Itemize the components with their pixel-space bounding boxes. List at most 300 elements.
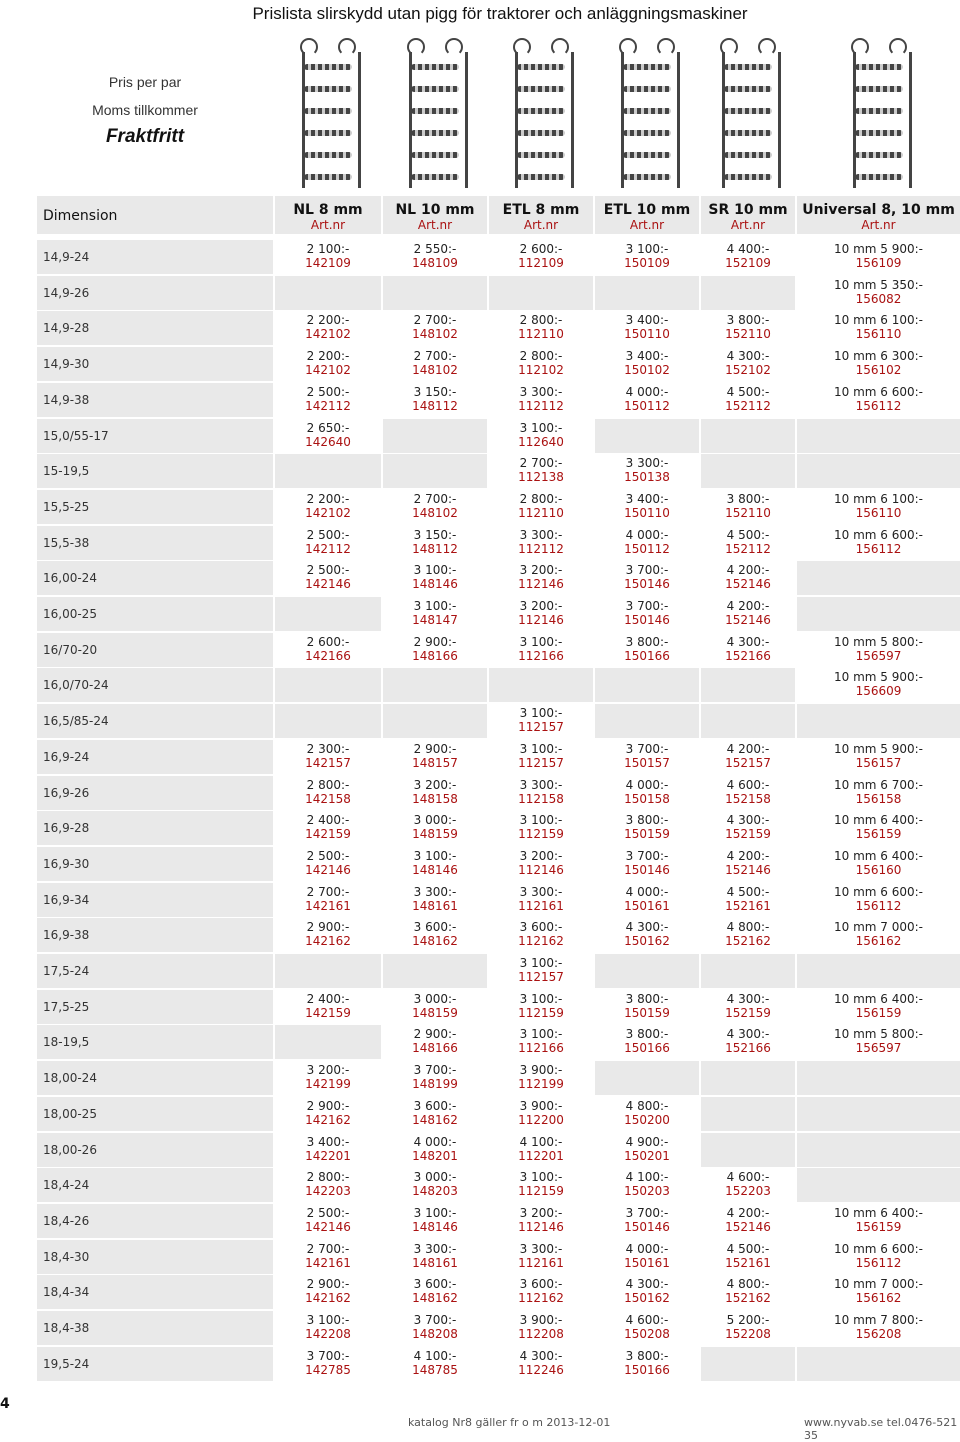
- column-header-sub: Art.nr: [629, 218, 665, 232]
- dimension-cell: [37, 597, 273, 631]
- article-number: 150166: [624, 649, 670, 663]
- price-cell: [797, 704, 960, 738]
- price-cell: [489, 276, 593, 310]
- article-number: 156157: [855, 756, 902, 770]
- price-cell: [489, 1204, 593, 1238]
- price-cell: [701, 276, 795, 310]
- info-line-2: Moms tillkommer: [92, 102, 198, 118]
- article-number: 112162: [518, 1291, 564, 1305]
- price-value: 10 mm 6 300:-: [833, 349, 923, 363]
- price-cell: [275, 276, 381, 310]
- article-number: 152146: [725, 1220, 771, 1234]
- price-cell: [797, 1097, 960, 1131]
- page-title: Prislista slirskydd utan pigg för traktorer och anläggningsmaskiner: [252, 4, 748, 23]
- dimension-cell: [37, 276, 273, 310]
- dimension-cell: [37, 526, 273, 560]
- price-cell: [701, 526, 795, 560]
- price-value: 4 200:-: [726, 1206, 770, 1220]
- article-number: 152203: [725, 1184, 771, 1198]
- price-value: 3 800:-: [625, 635, 669, 649]
- price-cell: [489, 1240, 593, 1274]
- price-cell: [489, 740, 593, 774]
- price-cell: [275, 1133, 381, 1167]
- price-value: 2 550:-: [413, 242, 457, 256]
- price-cell: [383, 776, 487, 810]
- dimension-label: 16,9-26: [43, 786, 90, 800]
- dimension-cell: [37, 1204, 273, 1238]
- article-number: 142102: [305, 363, 351, 377]
- price-cell: [701, 311, 795, 345]
- article-number: 150201: [624, 1149, 670, 1163]
- price-cell: [595, 561, 699, 595]
- price-value: 3 100:-: [306, 1313, 350, 1327]
- price-value: 3 100:-: [413, 599, 457, 613]
- article-number: 148159: [412, 1006, 458, 1020]
- price-cell: [701, 1133, 795, 1167]
- article-number: 142785: [305, 1363, 351, 1377]
- article-number: 150208: [624, 1327, 670, 1341]
- dimension-cell: [37, 1311, 273, 1345]
- dimension-cell: [37, 668, 273, 702]
- price-value: 3 200:-: [306, 1063, 350, 1077]
- article-number: 142208: [305, 1327, 351, 1341]
- info-line-1: Pris per par: [108, 74, 182, 90]
- price-value: 2 200:-: [306, 313, 350, 327]
- price-value: 2 700:-: [413, 492, 457, 506]
- article-number: 112146: [518, 1220, 564, 1234]
- dimension-cell: [37, 847, 273, 881]
- dimension-label: 15-19,5: [43, 464, 90, 478]
- article-number: 112157: [518, 720, 564, 734]
- dimension-cell: [37, 1061, 273, 1095]
- price-cell: [797, 918, 960, 952]
- article-number: 156110: [855, 327, 902, 341]
- price-value: 3 200:-: [519, 849, 563, 863]
- article-number: 112157: [518, 970, 564, 984]
- price-cell: [595, 597, 699, 631]
- price-value: 3 400:-: [625, 313, 669, 327]
- price-value: 3 300:-: [519, 885, 563, 899]
- price-value: 2 300:-: [306, 742, 350, 756]
- price-cell: [797, 811, 960, 845]
- price-cell: [595, 1240, 699, 1274]
- price-cell: [595, 311, 699, 345]
- column-header-name: ETL 10 mm: [603, 202, 691, 218]
- article-number: 152161: [725, 1256, 771, 1270]
- article-number: 152110: [725, 506, 771, 520]
- price-value: 4 100:-: [625, 1170, 669, 1184]
- price-cell: [275, 597, 381, 631]
- dimension-cell: [37, 883, 273, 917]
- price-cell: [275, 1275, 381, 1309]
- price-cell: [595, 668, 699, 702]
- article-number: 148161: [412, 1256, 458, 1270]
- price-value: 2 800:-: [306, 1170, 350, 1184]
- dimension-cell: [37, 454, 273, 488]
- price-cell: [489, 561, 593, 595]
- article-number: 142161: [305, 899, 351, 913]
- price-cell: [595, 811, 699, 845]
- article-number: 152110: [725, 327, 771, 341]
- article-number: 148166: [412, 1041, 458, 1055]
- dimension-label: 16,0/70-24: [43, 678, 109, 692]
- price-value: 3 900:-: [519, 1099, 563, 1113]
- price-value: 3 300:-: [519, 528, 563, 542]
- price-cell: [383, 1061, 487, 1095]
- chain-drawing: [292, 38, 364, 190]
- article-number: 148162: [412, 1291, 458, 1305]
- article-number: 156162: [855, 1291, 902, 1305]
- article-number: 112161: [518, 1256, 564, 1270]
- price-value: 2 900:-: [306, 1277, 350, 1291]
- price-cell: [275, 1025, 381, 1059]
- price-value: 3 700:-: [306, 1349, 350, 1363]
- article-number: 142162: [305, 1113, 351, 1127]
- article-number: 112640: [518, 435, 564, 449]
- price-cell: [595, 990, 699, 1024]
- price-value: 4 000:-: [413, 1135, 457, 1149]
- price-cell: [489, 419, 593, 453]
- price-value: 2 200:-: [306, 349, 350, 363]
- price-value: 2 800:-: [519, 349, 563, 363]
- price-cell: [701, 918, 795, 952]
- price-cell: [595, 847, 699, 881]
- price-cell: [383, 383, 487, 417]
- price-cell: [797, 311, 960, 345]
- price-value: 3 700:-: [625, 599, 669, 613]
- article-number: 112159: [518, 1184, 564, 1198]
- price-cell: [383, 1133, 487, 1167]
- catalog-note: katalog Nr8 gäller fr o m 2013-12-01: [408, 1416, 611, 1429]
- price-cell: [383, 740, 487, 774]
- price-value: 3 800:-: [625, 1027, 669, 1041]
- column-header: [383, 196, 487, 234]
- price-cell: [701, 383, 795, 417]
- price-cell: [489, 526, 593, 560]
- price-value: 3 300:-: [519, 1242, 563, 1256]
- column-header-name: NL 8 mm: [293, 202, 363, 218]
- price-cell: [383, 883, 487, 917]
- price-value: 3 300:-: [519, 778, 563, 792]
- article-number: 152162: [725, 1291, 771, 1305]
- dimension-cell: [37, 347, 273, 381]
- price-cell: [383, 668, 487, 702]
- article-number: 142201: [305, 1149, 351, 1163]
- price-value: 3 600:-: [519, 920, 563, 934]
- price-cell: [701, 347, 795, 381]
- price-cell: [275, 918, 381, 952]
- price-value: 3 800:-: [726, 492, 770, 506]
- price-cell: [275, 347, 381, 381]
- price-value: 2 800:-: [519, 492, 563, 506]
- article-number: 150138: [624, 470, 670, 484]
- chain-drawing: [505, 38, 577, 190]
- price-value: 3 100:-: [413, 849, 457, 863]
- article-number: 156110: [855, 506, 902, 520]
- price-value: 3 300:-: [413, 1242, 457, 1256]
- article-number: 150162: [624, 1291, 670, 1305]
- article-number: 148157: [412, 756, 458, 770]
- article-number: 150200: [624, 1113, 670, 1127]
- article-number: 156109: [855, 256, 902, 270]
- price-value: 2 700:-: [519, 456, 563, 470]
- dimension-header-label: Dimension: [43, 208, 118, 224]
- price-value: 2 100:-: [306, 242, 350, 256]
- price-value: 10 mm 6 600:-: [833, 385, 923, 399]
- price-value: 3 800:-: [625, 1349, 669, 1363]
- price-value: 3 100:-: [519, 1027, 563, 1041]
- price-cell: [275, 419, 381, 453]
- price-value: 4 500:-: [726, 528, 770, 542]
- price-value: 3 000:-: [413, 1170, 457, 1184]
- article-number: 112208: [518, 1327, 564, 1341]
- price-cell: [595, 526, 699, 560]
- dimension-label: 16/70-20: [43, 643, 98, 657]
- info-line-3: Fraktfritt: [105, 126, 185, 147]
- article-number: 156112: [855, 542, 902, 556]
- article-number: 148146: [412, 863, 458, 877]
- article-number: 148159: [412, 827, 458, 841]
- price-value: 10 mm 6 600:-: [833, 1242, 923, 1256]
- article-number: 156112: [855, 1256, 902, 1270]
- price-cell: [489, 1311, 593, 1345]
- article-number: 156160: [855, 863, 902, 877]
- price-cell: [383, 990, 487, 1024]
- article-number: 112146: [518, 577, 564, 591]
- price-cell: [489, 347, 593, 381]
- price-value: 10 mm 6 100:-: [833, 492, 923, 506]
- article-number: 142162: [305, 1291, 351, 1305]
- price-value: 10 mm 5 800:-: [833, 635, 923, 649]
- price-cell: [797, 1240, 960, 1274]
- price-cell: [489, 1061, 593, 1095]
- price-cell: [595, 347, 699, 381]
- chain-drawing: [843, 38, 915, 190]
- price-value: 4 000:-: [625, 778, 669, 792]
- price-cell: [275, 954, 381, 988]
- price-value: 4 200:-: [726, 849, 770, 863]
- dimension-cell: [37, 704, 273, 738]
- price-cell: [797, 954, 960, 988]
- price-cell: [275, 561, 381, 595]
- article-number: 142112: [305, 399, 351, 413]
- article-number: 150110: [624, 327, 670, 341]
- article-number: 152159: [725, 827, 771, 841]
- price-value: 3 100:-: [519, 421, 563, 435]
- article-number: 112199: [518, 1077, 564, 1091]
- price-cell: [797, 1025, 960, 1059]
- article-number: 150146: [624, 577, 670, 591]
- price-cell: [797, 847, 960, 881]
- price-cell: [701, 883, 795, 917]
- article-number: 152112: [725, 399, 771, 413]
- price-cell: [797, 633, 960, 667]
- dimension-label: 15,5-38: [43, 536, 90, 550]
- price-cell: [275, 776, 381, 810]
- article-number: 150166: [624, 1041, 670, 1055]
- article-number: 112166: [518, 649, 564, 663]
- article-number: 150146: [624, 1220, 670, 1234]
- article-number: 148147: [412, 613, 458, 627]
- article-number: 150112: [624, 542, 670, 556]
- price-cell: [595, 490, 699, 524]
- price-cell: [797, 1311, 960, 1345]
- price-value: 2 500:-: [306, 385, 350, 399]
- price-value: 3 200:-: [519, 1206, 563, 1220]
- article-number: 150161: [624, 899, 670, 913]
- price-cell: [701, 704, 795, 738]
- price-cell: [489, 383, 593, 417]
- article-number: 142109: [305, 256, 351, 270]
- column-header: [595, 196, 699, 234]
- article-number: 112109: [518, 256, 564, 270]
- column-header-sub: Art.nr: [861, 218, 896, 232]
- article-number: 156597: [855, 1041, 902, 1055]
- price-cell: [797, 990, 960, 1024]
- dimension-cell: [37, 1275, 273, 1309]
- article-number: 152109: [725, 256, 771, 270]
- column-header-sub: Art.nr: [730, 218, 766, 232]
- chain-drawing: [712, 38, 784, 190]
- price-value: 4 300:-: [726, 1027, 770, 1041]
- price-cell: [275, 811, 381, 845]
- dimension-label: 14,9-28: [43, 321, 90, 335]
- price-value: 3 200:-: [519, 563, 563, 577]
- price-value: 3 150:-: [413, 528, 457, 542]
- article-number: 156159: [855, 1006, 902, 1020]
- price-cell: [701, 1097, 795, 1131]
- price-cell: [275, 633, 381, 667]
- price-value: 2 500:-: [306, 563, 350, 577]
- dimension-cell: [37, 1025, 273, 1059]
- price-cell: [383, 1168, 487, 1202]
- price-cell: [489, 811, 593, 845]
- article-number: 152146: [725, 613, 771, 627]
- price-value: 3 900:-: [519, 1313, 563, 1327]
- article-number: 150166: [624, 1363, 670, 1377]
- price-cell: [383, 704, 487, 738]
- price-cell: [595, 740, 699, 774]
- price-value: 2 500:-: [306, 528, 350, 542]
- article-number: 148112: [412, 542, 458, 556]
- article-number: 142159: [305, 827, 351, 841]
- price-cell: [489, 311, 593, 345]
- price-cell: [383, 954, 487, 988]
- price-cell: [383, 1097, 487, 1131]
- dimension-label: 18,4-26: [43, 1214, 90, 1228]
- price-value: 4 600:-: [726, 1170, 770, 1184]
- article-number: 112146: [518, 613, 564, 627]
- price-value: 3 400:-: [625, 492, 669, 506]
- article-number: 112102: [518, 363, 564, 377]
- price-value: 4 600:-: [625, 1313, 669, 1327]
- article-number: 156102: [855, 363, 902, 377]
- price-cell: [797, 668, 960, 702]
- price-cell: [797, 1204, 960, 1238]
- price-cell: [489, 597, 593, 631]
- price-cell: [701, 990, 795, 1024]
- price-cell: [797, 1133, 960, 1167]
- dimension-cell: [37, 811, 273, 845]
- article-number: 152157: [725, 756, 771, 770]
- price-cell: [489, 883, 593, 917]
- price-value: 3 600:-: [413, 1277, 457, 1291]
- article-number: 150146: [624, 863, 670, 877]
- price-cell: [701, 597, 795, 631]
- price-cell: [701, 633, 795, 667]
- price-value: 2 400:-: [306, 813, 350, 827]
- article-number: 112201: [518, 1149, 564, 1163]
- column-header-sub: Art.nr: [310, 218, 346, 232]
- dimension-label: 18,00-26: [43, 1143, 97, 1157]
- article-number: 156112: [855, 399, 902, 413]
- price-cell: [383, 347, 487, 381]
- price-cell: [701, 811, 795, 845]
- price-cell: [797, 1347, 960, 1381]
- price-cell: [595, 1061, 699, 1095]
- price-value: 2 900:-: [306, 1099, 350, 1113]
- article-number: 142112: [305, 542, 351, 556]
- price-cell: [489, 240, 593, 274]
- price-cell: [489, 918, 593, 952]
- article-number: 152166: [725, 1041, 771, 1055]
- price-value: 3 100:-: [519, 1170, 563, 1184]
- dimension-label: 18-19,5: [43, 1035, 90, 1049]
- price-value: 2 900:-: [413, 635, 457, 649]
- price-cell: [595, 419, 699, 453]
- article-number: 150162: [624, 934, 670, 948]
- price-value: 10 mm 5 900:-: [833, 742, 923, 756]
- article-number: 112146: [518, 863, 564, 877]
- price-cell: [701, 1347, 795, 1381]
- price-cell: [275, 1240, 381, 1274]
- article-number: 152161: [725, 899, 771, 913]
- price-cell: [489, 1168, 593, 1202]
- price-value: 4 400:-: [726, 242, 770, 256]
- price-value: 3 700:-: [413, 1063, 457, 1077]
- price-cell: [383, 1025, 487, 1059]
- price-cell: [595, 383, 699, 417]
- article-number: 156082: [855, 292, 902, 306]
- article-number: 152162: [725, 934, 771, 948]
- price-value: 2 500:-: [306, 1206, 350, 1220]
- price-value: 3 100:-: [519, 706, 563, 720]
- price-value: 3 300:-: [519, 385, 563, 399]
- dimension-label: 18,4-38: [43, 1321, 90, 1335]
- price-value: 3 300:-: [625, 456, 669, 470]
- article-number: 112112: [518, 542, 564, 556]
- price-value: 3 100:-: [519, 635, 563, 649]
- price-value: 3 700:-: [625, 563, 669, 577]
- dimension-cell: [37, 1240, 273, 1274]
- price-cell: [701, 1061, 795, 1095]
- dimension-cell: [37, 561, 273, 595]
- price-cell: [701, 490, 795, 524]
- price-value: 3 700:-: [625, 849, 669, 863]
- price-value: 10 mm 5 900:-: [833, 242, 923, 256]
- price-value: 3 600:-: [413, 920, 457, 934]
- article-number: 112110: [518, 327, 564, 341]
- price-cell: [489, 1347, 593, 1381]
- price-cell: [275, 740, 381, 774]
- article-number: 150109: [624, 256, 670, 270]
- article-number: 142166: [305, 649, 351, 663]
- price-value: 2 700:-: [413, 349, 457, 363]
- dimension-label: 16,00-25: [43, 607, 97, 621]
- dimension-header: [37, 196, 273, 234]
- price-cell: [383, 454, 487, 488]
- price-value: 4 300:-: [625, 920, 669, 934]
